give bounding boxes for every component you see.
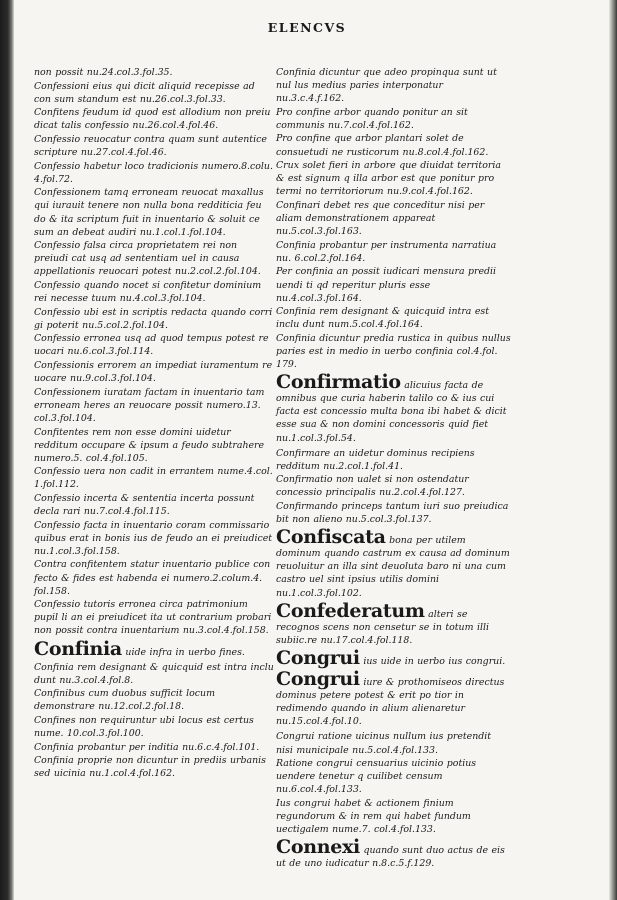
index-entry — [34, 133, 274, 159]
index-entry — [34, 186, 274, 238]
index-entry — [34, 359, 274, 385]
entry-text: Confessio ubi est in scriptis redacta quando corri gi poterit nu.5.col.2.fol.104. — [34, 306, 273, 331]
entry-text: Pro confine que arbor plantari solet de consuetudi ne rusticorum nu.8.col.4.fol.162. — [276, 133, 489, 158]
entry-text: bona per utilem dominum quando castrum ex causa ad dominum reuoluitur an illa sint deuoluta baro ni una cum castro uel sint ipsius utilis domini nu.1.col.3.fol.102. — [276, 535, 510, 599]
entry-text: Confines non requiruntur ubi locus est certus nume. 10.col.3.fol.100. — [34, 715, 254, 740]
entry-text: Confessio habetur loco tradicionis numero.8.colu. 4.fol.72. — [34, 160, 273, 185]
index-column-left — [34, 66, 274, 781]
entry-text: Confessio facta in inuentario coram commissario quibus erat in bonis ius de feudo an ei preiudicet nu.1.col.3.fol.158. — [34, 519, 273, 557]
index-entry — [34, 279, 274, 305]
entry-text: Ius congrui habet & actionem finium regundorum & in rem qui habet fundum uectigalem nume.7. col.4.fol.133. — [276, 797, 471, 836]
index-entry — [34, 106, 274, 132]
entry-text: Pro confine arbor quando ponitur an sit communis nu.7.col.4.fol.162. — [276, 106, 468, 131]
index-entry — [34, 66, 274, 79]
index-entry — [276, 373, 511, 444]
entry-text: iure & prothomiseos directus dominus petere potest & erit po tior in redimendo quando in alium alienaretur nu.15.col.4.fol.10. — [276, 677, 505, 728]
entry-text: Confitentes rem non esse domini uidetur redditum occupare & ipsum a feudo subtrahere numero.5. col.4.fol.105. — [34, 426, 265, 464]
entry-headword: Connexi — [276, 836, 360, 859]
entry-text: Confirmare an uidetur dominus recipiens redditum nu.2.col.1.fol.41. — [276, 447, 475, 472]
index-entry — [276, 528, 511, 599]
entry-text: ius uide in uerbo ius congrui. — [359, 655, 506, 667]
index-entry — [276, 730, 511, 756]
entry-text: Confessioni eius qui dicit aliquid recepisse ad con sum standum est nu.26.col.3.fol.33. — [34, 80, 255, 105]
entry-text: Confirmando princeps tantum iuri suo preiudica bit non alieno nu.5.col.3.fol.137. — [276, 501, 509, 526]
entry-text: Congrui ratione uicinus nullum ius pretendit nisi municipale nu.5.col.4.fol.133. — [276, 731, 492, 756]
entry-text: Confessionis errorem an impediat iuramentum re uocare nu.9.col.3.fol.104. — [34, 360, 273, 385]
entry-text: Confirmatio non ualet si non ostendatur concessio principalis nu.2.col.4.fol.127. — [276, 474, 469, 499]
entry-text: uide infra in uerbo fines. — [121, 646, 245, 658]
running-header: ELENCVS — [267, 20, 347, 35]
index-entry — [276, 159, 511, 198]
page-right-edge — [609, 0, 617, 900]
index-entry — [276, 66, 511, 105]
index-entry — [34, 465, 274, 491]
entry-text: Confessio uera non cadit in errantem nume.4.col. 1.fol.112. — [34, 466, 273, 491]
index-entry — [34, 332, 274, 358]
entry-headword: Confirmatio — [276, 371, 401, 394]
entry-headword: Confinia — [34, 637, 122, 660]
entry-text: alicuius facta de omnibus que curia haberin talilo co & ius cui facta est concessio multa bona ibi habet & dicit esse sua & non domini concessoris quid fiet nu.1.col.3.fol.54. — [276, 380, 507, 444]
index-entry — [276, 500, 511, 526]
index-entry — [276, 447, 511, 473]
index-entry — [276, 646, 511, 669]
index-entry — [276, 797, 511, 836]
index-entry — [276, 599, 511, 647]
entry-text: Confinia proprie non dicuntur in prediis urbanis sed uicinia nu.1.col.4.fol.162. — [34, 755, 266, 780]
entry-text: Confinia rem designant & quicquid intra est inclu dunt num.5.col.4.fol.164. — [276, 306, 489, 331]
entry-text: Confinibus cum duobus sufficit locum demonstrare nu.12.col.2.fol.18. — [34, 688, 215, 713]
index-entry — [34, 426, 274, 465]
index-entry — [34, 160, 274, 186]
entry-headword: Confederatum — [276, 599, 425, 622]
entry-text: Confessio reuocatur contra quam sunt autentice scripture nu.27.col.4.fol.46. — [34, 133, 267, 159]
index-entry — [34, 306, 274, 332]
entry-headword: Congrui — [276, 646, 360, 669]
entry-text: Confinia probantur per inditia nu.6.c.4.fol.101. — [34, 741, 260, 753]
index-entry — [276, 838, 511, 870]
entry-text: Confinia dicuntur que adeo propinqua sunt ut nul lus medius paries interponatur nu.3.c.4.f.162. — [276, 67, 497, 105]
index-entry — [276, 106, 511, 132]
entry-text: Confinia rem designant & quicquid est intra inclu dunt nu.3.col.4.fol.8. — [34, 661, 274, 686]
entry-text: Confessio falsa circa proprietatem rei non preiudi cat usq ad sententiam uel in causa appellationis reuocari potest nu.2.col.2.fol.104. — [34, 240, 261, 278]
entry-headword: Congrui — [276, 668, 360, 691]
index-entry — [34, 558, 274, 597]
entry-text: non possit nu.24.col.3.fol.35. — [34, 67, 173, 78]
index-entry — [34, 239, 274, 278]
entry-text: Contra confitentem statur inuentario publice con fecto & fides est habenda ei numero.2.colum.4. fol.158. — [34, 559, 271, 597]
index-entry — [34, 687, 274, 713]
index-entry — [276, 757, 511, 796]
entry-headword: Confiscata — [276, 526, 386, 549]
index-entry — [34, 741, 274, 754]
index-entry — [34, 714, 274, 740]
index-column-right — [276, 66, 511, 872]
index-entry — [34, 519, 274, 558]
index-entry — [34, 598, 274, 637]
entry-text: Confinia probantur per instrumenta narratiua nu. 6.col.2.fol.164. — [276, 239, 497, 264]
entry-text: Confinia dicuntur predia rustica in quibus nullus paries est in medio in uerbo confinia col.4.fol. 179. — [276, 332, 511, 371]
book-binding-edge — [0, 0, 14, 900]
entry-text: Confessionem iuratam factam in inuentario tam erroneam heres an reuocare possit numero.13. col.3.fol.104. — [34, 386, 265, 424]
entry-text: Confessio tutoris erronea circa patrimonium pupil li an ei preiudicet ita ut contrarium probari non possit contra inuentarium nu.3.col.4.fol.158. — [34, 599, 272, 637]
index-entry — [276, 239, 511, 265]
entry-text: quando sunt duo actus de eis ut de uno iudicatur n.8.c.5.f.129. — [276, 845, 505, 870]
index-entry — [34, 754, 274, 780]
entry-text: Crux solet fieri in arbore que diuidat territoria & est signum q illa arbor est que ponitur pro termi no territoriorum nu.9.col.4.fol.162. — [276, 160, 501, 198]
entry-text: Per confinia an possit iudicari mensura predii uendi ti qd reperitur pluris esse nu.4.col.3.fol.164. — [276, 266, 497, 304]
index-entry — [34, 661, 274, 687]
index-entry — [276, 199, 511, 238]
entry-text: Confessio erronea usq ad quod tempus potest re uocari nu.6.col.3.fol.114. — [34, 333, 269, 358]
entry-text: Confessio incerta & sententia incerta possunt decla rari nu.7.col.4.fol.115. — [34, 493, 255, 518]
index-entry — [276, 473, 511, 499]
entry-text: Confitens feudum id quod est allodium non preiu dicat talis confessio nu.26.col.4.fol.46. — [34, 107, 271, 132]
entry-text: Confinari debet res que conceditur nisi per aliam demonstrationem appareat nu.5.col.3.fol.163. — [276, 199, 485, 238]
index-entry — [34, 386, 274, 425]
index-entry — [34, 492, 274, 518]
index-entry — [276, 265, 511, 304]
index-entry — [276, 670, 511, 728]
entry-text: Ratione congrui censuarius uicinio potius uendere tenetur q cuilibet censum nu.6.col.4.fol.133. — [276, 758, 477, 796]
index-entry — [34, 637, 274, 660]
index-entry — [276, 305, 511, 331]
entry-text: Confessionem tamq erroneam reuocat maxallus qui iurauit tenere non nulla bona redditicia feu do & ita scriptum fuit in inuentario & soluit ce sum an debeat audiri nu.1.col.1.fol.104. — [34, 187, 264, 238]
entry-text: alteri se recognos scens non censetur se in totum illi subiic.re nu.17.col.4.fol.118. — [276, 608, 489, 646]
entry-text: Confessio quando nocet si confitetur dominium rei necesse tuum nu.4.col.3.fol.104. — [34, 280, 262, 305]
index-entry — [34, 80, 274, 106]
index-entry — [276, 332, 511, 371]
index-entry — [276, 132, 511, 158]
